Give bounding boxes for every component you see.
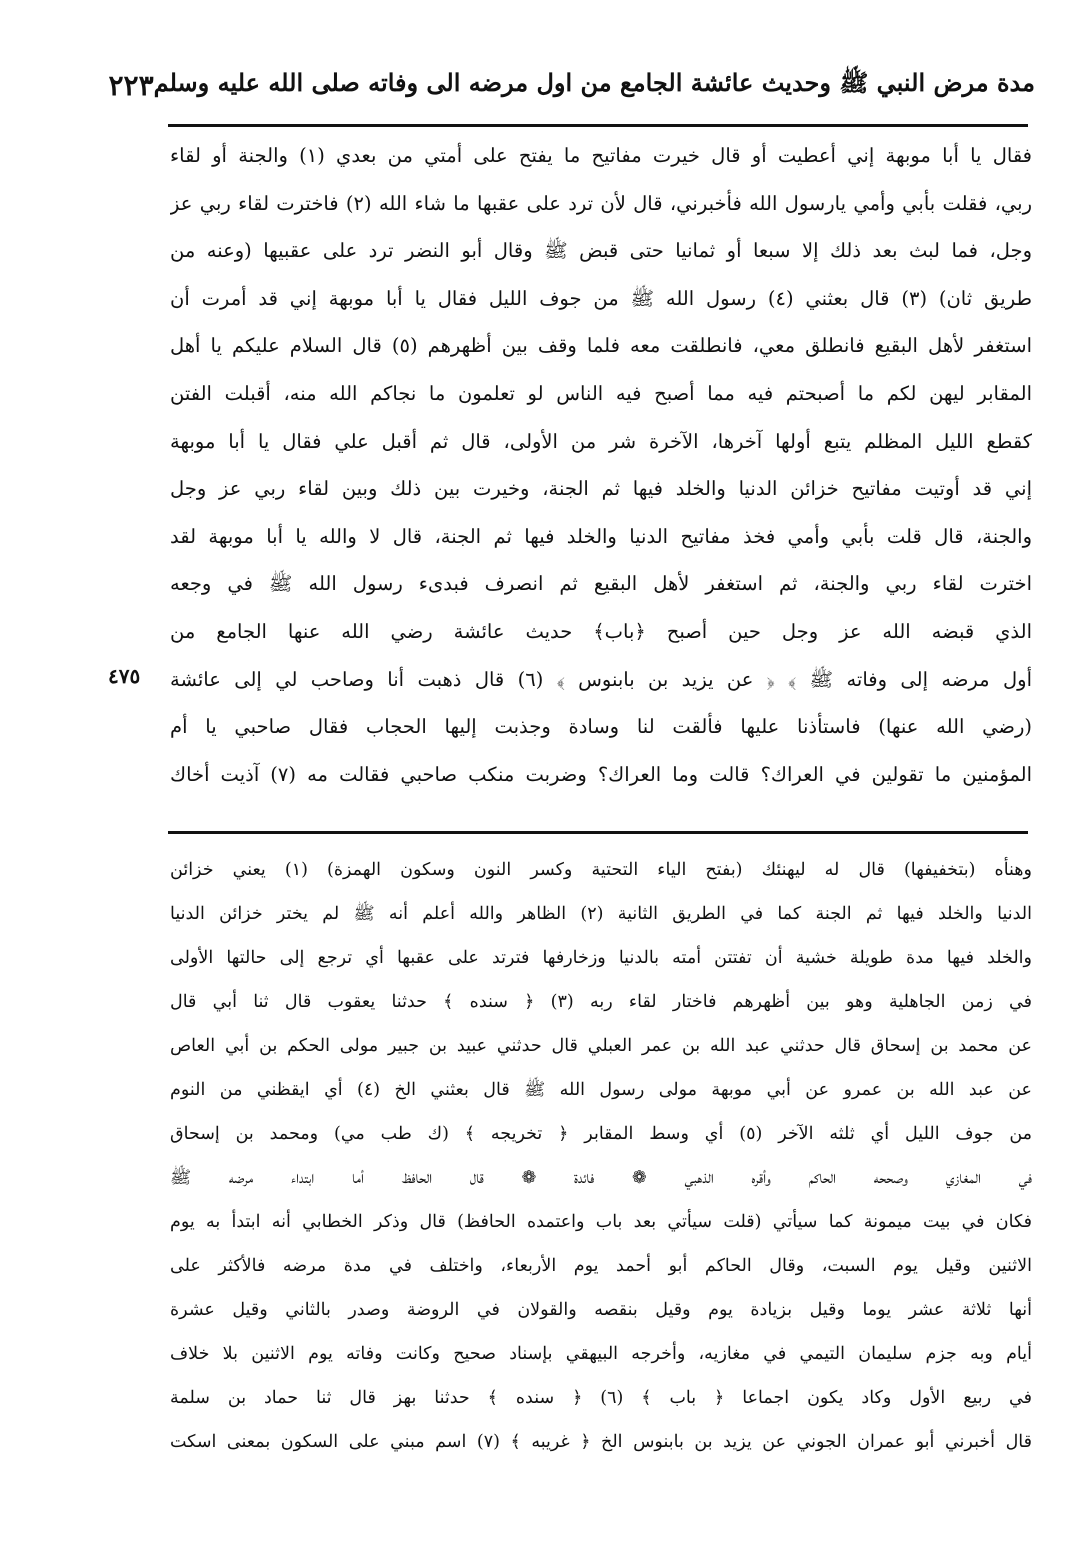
- main-text-line: وجل، فما لبث بعد ذلك إلا سبعا أو ثمانيا حتى قبض ﷺ وقال أبو النضر ترد على عقبيها (وعنه من: [170, 239, 1032, 263]
- footnote-line: عن عبد الله بن عمرو عن أبي موبهة مولى رسول الله ﷺ قال بعثني الخ (٤) أي ايقظني من النوم: [170, 1080, 1032, 1100]
- footnote-separator-rule: [168, 831, 1028, 834]
- main-text-line: المقابر ليهن لكم ما أصبحتم فيه مما أصبح فيه الناس لو تعلمون ما نجاكم الله منه، أقبلت الفتن: [170, 381, 1032, 405]
- footnote-line: من جوف الليل أي ثلثه الآخر (٥) أي وسط المقابر ﴿ تخريجه ﴾ (ك طب مي) ومحمد بن إسحاق: [170, 1124, 1032, 1144]
- footnote-line: قال أخبرني أبو عمران الجوني عن يزيد بن بابنوس الخ ﴿ غريبه ﴾ (٧) اسم مبني على السكون بمعنى اسكت: [170, 1432, 1032, 1452]
- footnote-line: وهنأه (بتخفيفها) قال له ليهنئك (بفتح الياء التحتية وكسر النون وسكون الهمزة) (١) يعني خزائن: [170, 860, 1032, 880]
- header-rule: [168, 124, 1028, 127]
- header-title: مدة مرض النبي ﷺ وحديث عائشة الجامع من اول مرضه الى وفاته صلى الله عليه وسلم: [153, 67, 1035, 97]
- footnote-line: والخلد فيها مدة طويلة خشية أن تفتتن أمته بالدنيا وزخارفها فترتد على عقبها أي ترجع إلى حالتها الأولى: [170, 948, 1032, 968]
- main-text-line: (رضي الله عنها) فاستأذنا عليها فألقت لنا وسادة وجذبت إليها الحجاب فقال صاحبي يا أم: [170, 715, 1032, 739]
- footnote-line: الدنيا والخلد فيها ثم الجنة كما في الطريق الثانية (٢) الظاهر والله أعلم أنه ﷺ لم يختر خزائن الدنيا: [170, 904, 1032, 924]
- main-text-block: [170, 132, 1032, 798]
- main-text-line: فقال يا أبا موبهة إني أعطيت أو قال خيرت مفاتيح ما يفتح على أمتي من بعدي (١) والجنة أو لقاء: [170, 144, 1032, 167]
- footnote-line: في ربيع الأول وكاد يكون اجماعا ﴿ باب ﴾ (٦) ﴿ سنده ﴾ حدثنا بهز قال ثنا حماد بن سلمة: [170, 1388, 1032, 1408]
- main-text-line: طريق ثان) (٣) قال بعثني (٤) رسول الله ﷺ من جوف الليل فقال يا أبا موبهة إني قد أمرت أن: [170, 286, 1032, 310]
- footnote-line: في زمن الجاهلية وهو بين أظهرهم فاختار لقاء ربه (٣) ﴿ سنده ﴾ حدثنا يعقوب قال ثنا أبي قال: [170, 992, 1032, 1012]
- page-number: ٢٢٣: [108, 68, 154, 102]
- main-text-line: إني قد أوتيت مفاتيح خزائن الدنيا والخلد فيها ثم الجنة، وخيرت بين ذلك وبين لقاء ربي عز وجل: [170, 477, 1032, 501]
- main-text-line: المؤمنين ما تقولين في العراك؟ قالت وما العراك؟ وضربت منكب صاحبي فقالت مه (٧) آذيت أخاك: [170, 762, 1032, 786]
- main-text-line: استغفر لأهل البقيع فانطلق معي، فانطلقت معه فلما وقف بين أظهرهم (٥) قال السلام عليكم يا أهل: [170, 334, 1032, 358]
- footnote-line: في المغازي وصححه الحاكم وأقره الذهبي ❁ فائدة ❁ قال الحافظ أما ابتداء مرضه ﷺ: [170, 1168, 1032, 1188]
- margin-hadith-number: ٤٧٥: [108, 664, 141, 688]
- running-header: [108, 60, 1035, 110]
- main-text-line: والجنة، قال قلت بأبي وأمي فخذ مفاتيح الدنيا والخلد فيها ثم الجنة، قال لا والله يا أبا موبهة لقد: [170, 524, 1032, 548]
- main-text-line: ربي، فقلت بأبي وأمي يارسول الله فأخبرني، قال لأن ترد على عقبها ما شاء الله (٢) فاخترت لقاء ربي عز: [170, 191, 1032, 215]
- main-text-line: أول مرضه إلى وفاته ﷺ ﴾ ﴿ عن يزيد بن بابنوس ﴾ (٦) قال ذهبت أنا وصاحب لي إلى عائشة: [170, 667, 1032, 691]
- footnote-line: الاثنين وقيل يوم السبت، وقال الحاكم أبو أحمد يوم الأربعاء، واختلف في مدة مرضه فالأكثر على: [170, 1256, 1032, 1276]
- footnote-line: أنها ثلاثة عشر يوما وقيل بزيادة يوم وقيل بنقصه والقولان في الروضة وصدر بالثاني وقيل عشرة: [170, 1300, 1032, 1320]
- main-text-line: الذي قبضه الله عز وجل حين أصبح ﴿باب﴾ حديث عائشة رضي الله عنها الجامع من: [170, 619, 1032, 643]
- main-text-line: اخترت لقاء ربي والجنة، ثم استغفر لأهل البقيع ثم انصرف فبدىء رسول الله ﷺ في وجعه: [170, 572, 1032, 596]
- footnote-line: أيام وبه جزم سليمان التيمي في مغازيه، وأخرجه البيهقي بإسناد صحيح وكانت وفاته يوم الاثنين بلا خلاف: [170, 1344, 1032, 1364]
- footnotes-block: [170, 848, 1032, 1464]
- main-text-line: كقطع الليل المظلم يتبع أولها آخرها، الآخرة شر من الأولى، قال ثم أقبل علي فقال يا أبا موبهة: [170, 429, 1032, 453]
- footnote-line: عن محمد بن إسحاق قال حدثني عبد الله بن عمر العبلي قال حدثني عبيد بن جبير مولى الحكم بن أبي العاص: [170, 1036, 1032, 1056]
- footnote-line: فكان في بيت ميمونة كما سيأتي (قلت سيأتي بعد باب واعتمده الحافظ) قال وذكر الخطابي أنه ابتدأ به يوم: [170, 1212, 1032, 1232]
